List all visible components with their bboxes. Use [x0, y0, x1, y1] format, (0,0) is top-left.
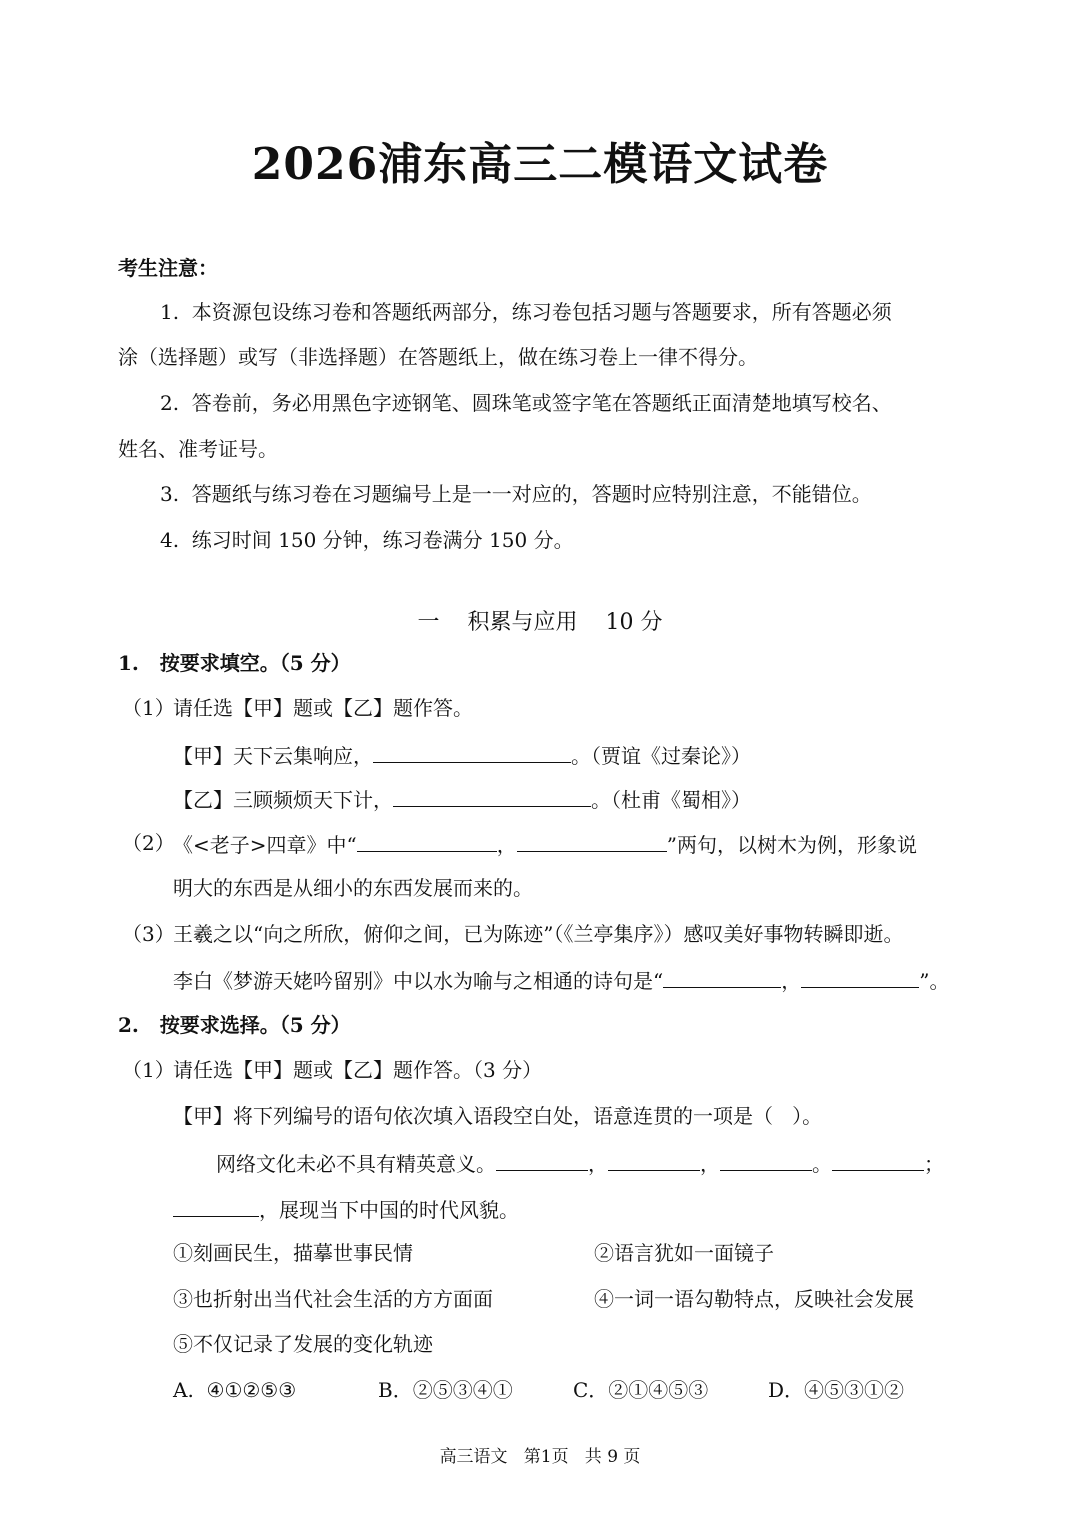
q1-jia-line [173, 744, 751, 766]
q1-jia-source: 。（贾谊《过秦论》） [571, 744, 751, 768]
q2-option-5: ⑤不仅记录了发展的变化轨迹 [173, 1332, 433, 1356]
q2-passage-line2 [173, 1198, 519, 1220]
q2-passage-line1 [216, 1152, 944, 1174]
answer-blank[interactable] [357, 833, 497, 852]
notice-item-2: 2. 答卷前，务必用黑色字迹钢笔、圆珠笔或签字笔在答题纸正面清楚地填写校名、 [160, 391, 892, 415]
answer-blank[interactable] [517, 833, 667, 852]
q2-part-1-number: （1） [122, 1058, 175, 1082]
q1-part-1-text: 请任选【甲】题或【乙】题作答。 [173, 696, 473, 720]
q1-part-2-number: （2） [122, 831, 175, 855]
answer-blank[interactable] [373, 744, 571, 763]
semicolon: ； [924, 1152, 944, 1176]
q1-part-3-text: 王羲之以“向之所欣，俯仰之间，已为陈迹”（《兰亭集序》）感叹美好事物转瞬即逝。 [173, 922, 904, 946]
q2-option-3: ③也折射出当代社会生活的方方面面 [173, 1287, 493, 1311]
choice-a[interactable]: A. ④①②⑤③ [173, 1378, 297, 1402]
notice-item-1-cont: 涂（选择题）或写（非选择题）在答题纸上，做在练习卷上一律不得分。 [118, 345, 758, 369]
answer-blank[interactable] [173, 1198, 259, 1217]
answer-blank[interactable] [663, 969, 781, 988]
q1-part-2-line [173, 833, 917, 855]
q1-part-3-line2 [173, 969, 949, 991]
notice-item-1: 1. 本资源包设练习卷和答题纸两部分，练习卷包括习题与答题要求，所有答题必须 [160, 300, 892, 324]
comma: ， [496, 833, 517, 857]
answer-blank[interactable] [608, 1152, 700, 1171]
close-quote: ”。 [919, 969, 950, 993]
comma: ， [700, 1152, 720, 1176]
notice-item-3: 3. 答题纸与练习卷在习题编号上是一一对应的，答题时应特别注意，不能错位。 [160, 482, 872, 506]
q1-part-3-number: （3） [122, 922, 175, 946]
q1-yi-line [173, 788, 751, 810]
q1-yi-prompt: 【乙】三顾频烦天下计， [173, 788, 393, 812]
q2-passage-text: 网络文化未必不具有精英意义。 [216, 1152, 496, 1176]
answer-blank[interactable] [720, 1152, 812, 1171]
q1-part-2-tail: ”两句，以树木为例，形象说 [666, 833, 917, 857]
q1-part-2-cont: 明大的东西是从细小的东西发展而来的。 [173, 876, 533, 900]
answer-blank[interactable] [496, 1152, 588, 1171]
question-2-heading: 2. 按要求选择。（5 分） [118, 1013, 351, 1037]
q2-jia-prompt: 【甲】将下列编号的语句依次填入语段空白处，语意连贯的一项是（ ）。 [173, 1104, 823, 1128]
choice-b[interactable]: B．②⑤③④① [378, 1378, 513, 1402]
q2-option-2: ②语言犹如一面镜子 [594, 1241, 774, 1265]
q1-part-3-prompt: 李白《梦游天姥吟留别》中以水为喻与之相通的诗句是“ [173, 969, 664, 993]
answer-blank[interactable] [801, 969, 919, 988]
q1-part-2-prompt: 《<老子>四章》中“ [173, 833, 357, 857]
answer-blank[interactable] [393, 788, 591, 807]
answer-blank[interactable] [832, 1152, 924, 1171]
q1-jia-prompt: 【甲】天下云集响应， [173, 744, 373, 768]
q2-passage-tail: ，展现当下中国的时代风貌。 [259, 1198, 519, 1222]
notice-item-4: 4. 练习时间 150 分钟，练习卷满分 150 分。 [160, 528, 574, 552]
choice-c[interactable]: C．②①④⑤③ [573, 1378, 709, 1402]
period: 。 [812, 1152, 832, 1176]
notice-item-2-cont: 姓名、准考证号。 [118, 437, 278, 461]
question-1-heading: 1. 按要求填空。（5 分） [118, 651, 351, 675]
choice-d[interactable]: D．④⑤③①② [768, 1378, 905, 1402]
page-footer: 高三语文 第1页 共 9 页 [439, 1447, 641, 1467]
page-title: 2026浦东高三二模语文试卷 [251, 139, 829, 190]
comma: ， [588, 1152, 608, 1176]
notice-heading: 考生注意： [118, 256, 218, 280]
q1-yi-source: 。（杜甫《蜀相》） [591, 788, 751, 812]
q2-option-4: ④一词一语勾勒特点，反映社会发展 [594, 1287, 914, 1311]
q2-option-1: ①刻画民生，描摹世事民情 [173, 1241, 413, 1265]
section-heading: 一 积累与应用 10 分 [417, 610, 663, 635]
q2-part-1-text: 请任选【甲】题或【乙】题作答。（3 分） [173, 1058, 543, 1082]
comma: ， [781, 969, 802, 993]
q1-part-1-number: （1） [122, 696, 175, 720]
